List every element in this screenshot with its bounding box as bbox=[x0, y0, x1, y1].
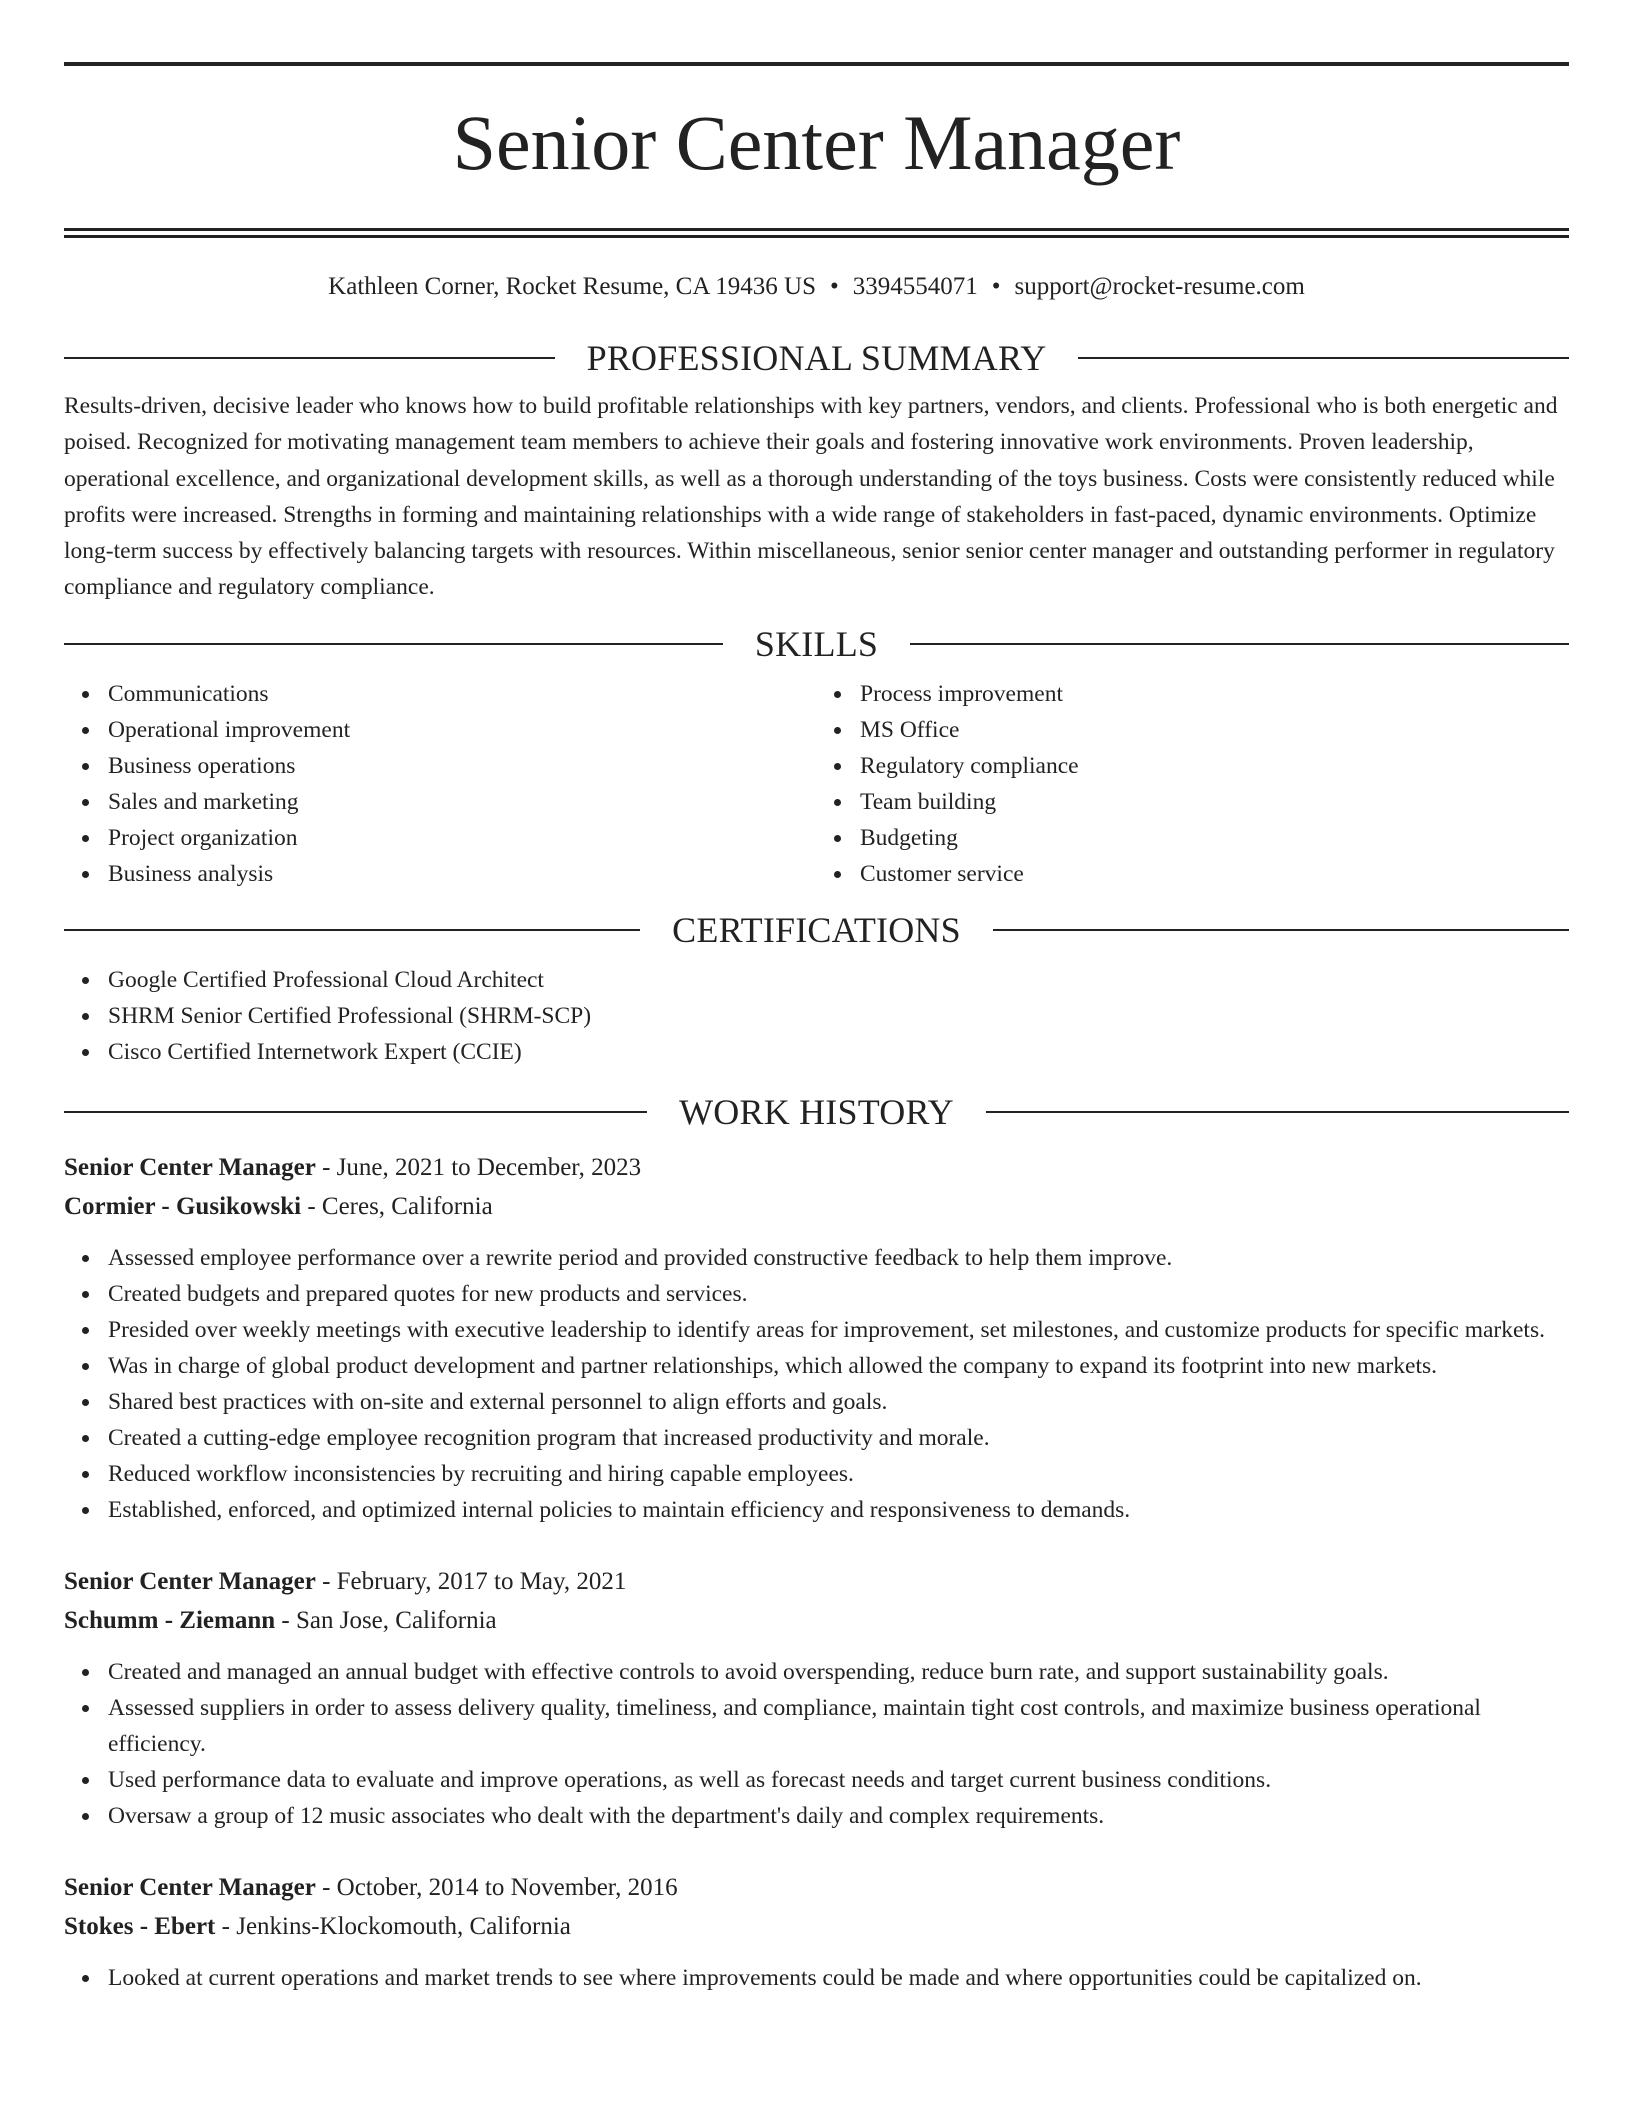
job-company: Cormier - Gusikowski bbox=[64, 1192, 302, 1220]
contact-phone: 3394554071 bbox=[852, 273, 978, 300]
skill-item: Business analysis bbox=[108, 856, 817, 892]
job-title: Senior Center Manager bbox=[64, 1153, 316, 1181]
job-entry bbox=[64, 1562, 1569, 1834]
contact-address: Kathleen Corner, Rocket Resume, CA 19436 US bbox=[328, 273, 816, 300]
skills-column-right bbox=[817, 676, 1569, 892]
top-rule bbox=[64, 62, 1569, 66]
job-bullet: Reduced workflow inconsistencies by recruiting and hiring capable employees. bbox=[108, 1456, 1569, 1492]
job-bullet: Assessed suppliers in order to assess delivery quality, timeliness, and compliance, maintain tight cost controls, and maximize business operational efficiency. bbox=[108, 1690, 1569, 1762]
skill-item: Budgeting bbox=[860, 820, 1569, 856]
job-entry bbox=[64, 1148, 1569, 1528]
skill-item: Operational improvement bbox=[108, 712, 817, 748]
resume-page bbox=[64, 62, 1569, 1996]
work-history bbox=[64, 1148, 1569, 1996]
certification-item: Google Certified Professional Cloud Architect bbox=[108, 962, 1569, 998]
skill-item: Regulatory compliance bbox=[860, 748, 1569, 784]
job-bullet: Was in charge of global product development and partner relationships, which allowed the company to expand its footprint into new markets. bbox=[108, 1348, 1569, 1384]
certifications-heading bbox=[64, 910, 1569, 950]
contact-separator: • bbox=[830, 273, 839, 300]
job-company: Stokes - Ebert bbox=[64, 1912, 216, 1940]
skill-item: Communications bbox=[108, 676, 817, 712]
heading-rule bbox=[64, 929, 640, 931]
skill-item: Project organization bbox=[108, 820, 817, 856]
summary-text: Results-driven, decisive leader who knows how to build profitable relationships with key partners, vendors, and clients. Professional who is both energetic and poised. Recognized for motivating management team members to achieve their goals and fostering innovative work environments. Proven leadership, operational excellence, and organizational development skills, as well as a thorough understanding of the toys business. Costs were consistently reduced while profits were increased. Strengths in forming and maintaining relationships with a wide range of stakeholders in fast-paced, dynamic environments. Optimize long-term success by effectively balancing targets with resources. Within miscellaneous, senior senior center manager and outstanding performer in regulatory compliance and regulatory compliance. bbox=[64, 393, 1558, 601]
skills-title: SKILLS bbox=[754, 623, 879, 664]
job-company-line bbox=[64, 1601, 1569, 1640]
heading-rule bbox=[910, 643, 1569, 645]
job-company-line bbox=[64, 1907, 1569, 1946]
job-bullet: Assessed employee performance over a rewrite period and provided constructive feedback to help them improve. bbox=[108, 1240, 1569, 1276]
job-bullet: Looked at current operations and market trends to see where improvements could be made and where opportunities could be capitalized on. bbox=[108, 1960, 1569, 1996]
skill-item: Team building bbox=[860, 784, 1569, 820]
job-dates: - February, 2017 to May, 2021 bbox=[315, 1567, 627, 1595]
work-heading bbox=[64, 1092, 1569, 1132]
title-double-rule bbox=[64, 228, 1569, 238]
contact-separator: • bbox=[991, 273, 1001, 300]
job-title: Senior Center Manager bbox=[64, 1567, 316, 1595]
job-bullet: Created a cutting-edge employee recognition program that increased productivity and morale. bbox=[108, 1420, 1569, 1456]
job-location: - Jenkins-Klockomouth, California bbox=[215, 1912, 571, 1940]
job-title-line bbox=[64, 1868, 1569, 1907]
heading-rule bbox=[986, 1111, 1569, 1113]
job-bullets bbox=[64, 1654, 1569, 1834]
job-location: - San Jose, California bbox=[275, 1606, 497, 1634]
resume-title: Senior Center Manager bbox=[452, 99, 1181, 186]
contact-email: support@rocket-resume.com bbox=[1014, 273, 1305, 300]
job-bullets bbox=[64, 1240, 1569, 1528]
skill-item: MS Office bbox=[860, 712, 1569, 748]
job-company: Schumm - Ziemann bbox=[64, 1606, 276, 1634]
job-entry bbox=[64, 1868, 1569, 1996]
job-bullet: Created budgets and prepared quotes for new products and services. bbox=[108, 1276, 1569, 1312]
skill-item: Process improvement bbox=[860, 676, 1569, 712]
job-title: Senior Center Manager bbox=[64, 1873, 316, 1901]
job-bullet: Established, enforced, and optimized internal policies to maintain efficiency and responsiveness to demands. bbox=[108, 1492, 1569, 1528]
job-bullet: Created and managed an annual budget with effective controls to avoid overspending, reduce burn rate, and support sustainability goals. bbox=[108, 1654, 1569, 1690]
heading-rule bbox=[64, 643, 723, 645]
job-bullet: Oversaw a group of 12 music associates who dealt with the department's daily and complex requirements. bbox=[108, 1798, 1569, 1834]
job-location: - Ceres, California bbox=[301, 1192, 493, 1220]
contact-line bbox=[64, 272, 1569, 302]
job-title-line bbox=[64, 1148, 1569, 1187]
heading-rule bbox=[64, 357, 555, 359]
certifications-title: CERTIFICATIONS bbox=[672, 909, 961, 950]
job-title-line bbox=[64, 1562, 1569, 1601]
skills-list bbox=[64, 676, 1569, 892]
heading-rule bbox=[64, 1111, 647, 1113]
job-dates: - June, 2021 to December, 2023 bbox=[315, 1153, 642, 1181]
job-bullet: Shared best practices with on-site and external personnel to align efforts and goals. bbox=[108, 1384, 1569, 1420]
certification-item: SHRM Senior Certified Professional (SHRM-SCP) bbox=[108, 998, 1569, 1034]
skill-item: Customer service bbox=[860, 856, 1569, 892]
skills-column-left bbox=[64, 676, 817, 892]
skill-item: Business operations bbox=[108, 748, 817, 784]
heading-rule bbox=[993, 929, 1569, 931]
summary-heading bbox=[64, 338, 1569, 378]
summary-title: PROFESSIONAL SUMMARY bbox=[586, 338, 1047, 378]
job-bullets bbox=[64, 1960, 1569, 1996]
job-company-line bbox=[64, 1187, 1569, 1226]
job-dates: - October, 2014 to November, 2016 bbox=[315, 1873, 678, 1901]
job-bullet: Used performance data to evaluate and improve operations, as well as forecast needs and target current business conditions. bbox=[108, 1762, 1569, 1798]
heading-rule bbox=[1078, 357, 1569, 359]
job-bullet: Presided over weekly meetings with executive leadership to identify areas for improvement, set milestones, and customize products for specific markets. bbox=[108, 1312, 1569, 1348]
skills-heading bbox=[64, 624, 1569, 664]
certifications-list bbox=[64, 962, 1569, 1070]
certification-item: Cisco Certified Internetwork Expert (CCIE) bbox=[108, 1034, 1569, 1070]
skill-item: Sales and marketing bbox=[108, 784, 817, 820]
work-title: WORK HISTORY bbox=[679, 1091, 954, 1132]
